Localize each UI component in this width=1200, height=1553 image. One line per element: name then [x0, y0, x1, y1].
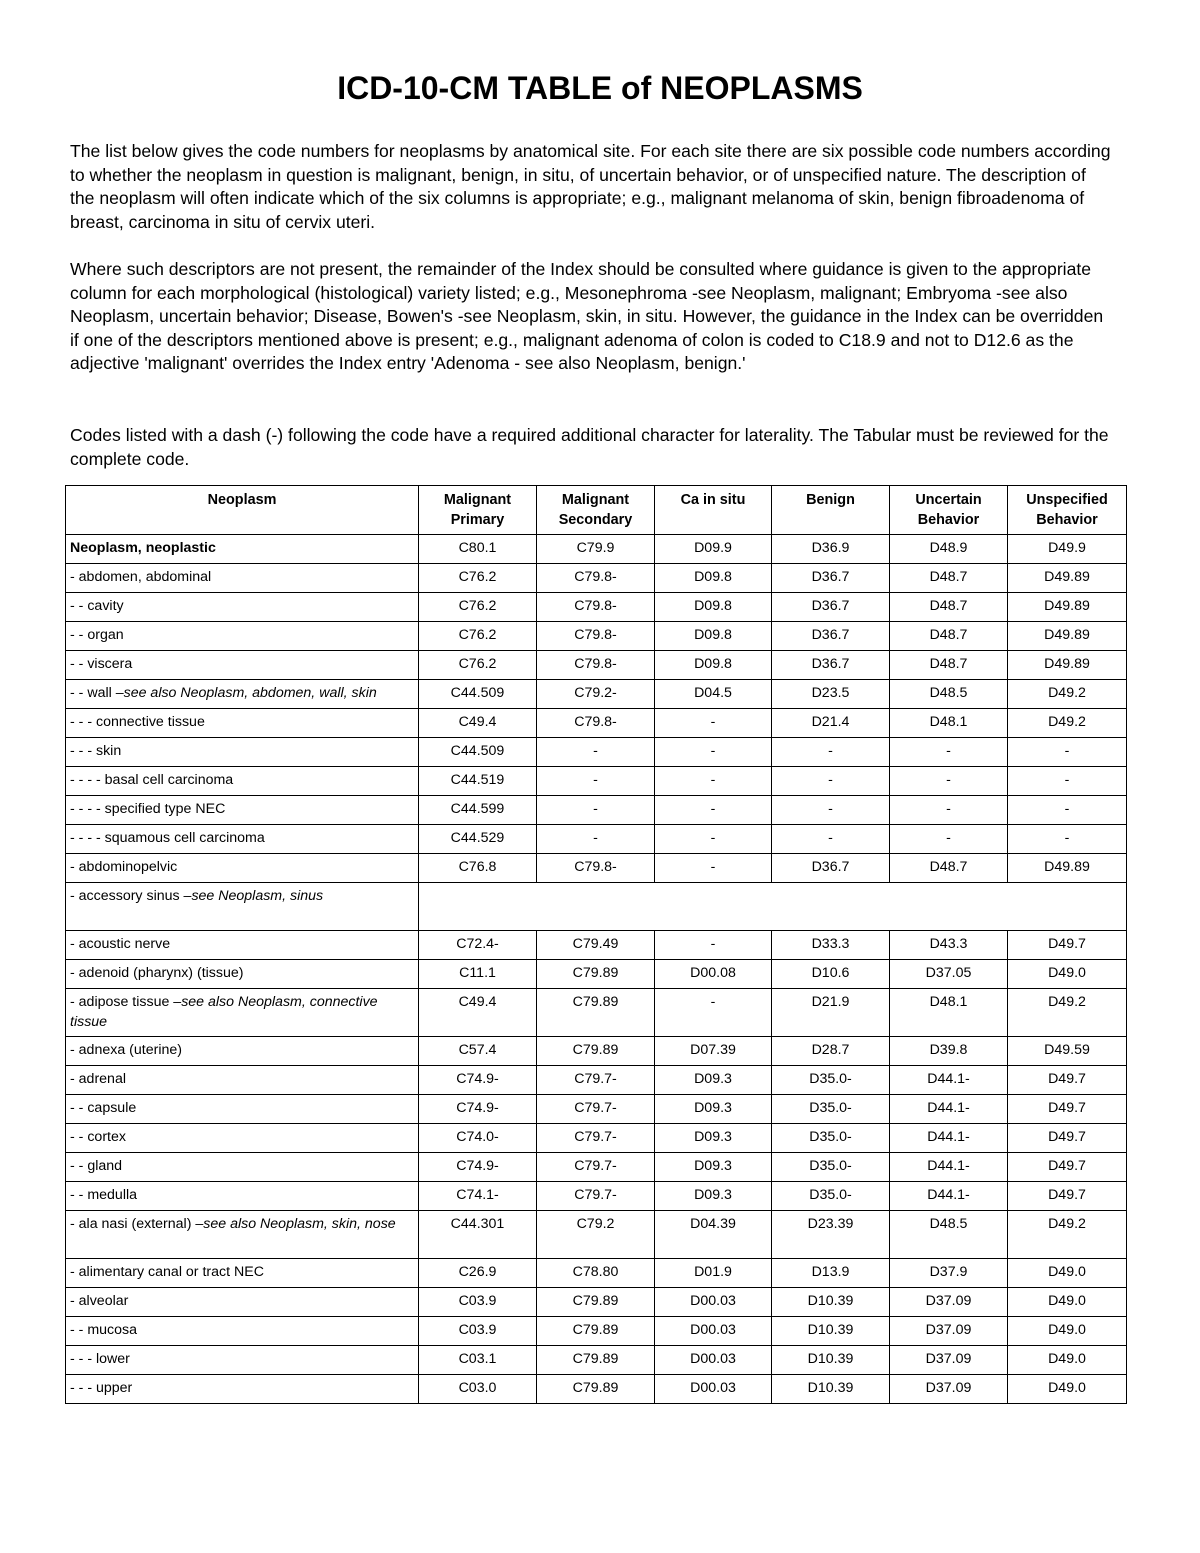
site-cell	[66, 989, 419, 1037]
code-cell: D49.0	[1008, 1288, 1127, 1317]
code-cell: C57.4	[419, 1037, 537, 1066]
code-cell: C74.9-	[419, 1095, 537, 1124]
code-cell: D43.3	[890, 931, 1008, 960]
site-label: - adrenal	[70, 1071, 126, 1087]
code-cell: D44.1-	[890, 1095, 1008, 1124]
table-row	[66, 1259, 1127, 1288]
code-cell: -	[655, 854, 772, 883]
code-cell: C79.89	[537, 1346, 655, 1375]
table-row	[66, 989, 1127, 1037]
code-cell: C79.49	[537, 931, 655, 960]
code-cell: C49.4	[419, 709, 537, 738]
site-label: - adenoid (pharynx) (tissue)	[70, 965, 244, 981]
site-cell	[66, 651, 419, 680]
code-cell: C80.1	[419, 535, 537, 564]
table-row	[66, 931, 1127, 960]
code-cell: C11.1	[419, 960, 537, 989]
table-row	[66, 1288, 1127, 1317]
code-cell: C44.529	[419, 825, 537, 854]
table-row	[66, 1095, 1127, 1124]
code-cell: C74.9-	[419, 1153, 537, 1182]
code-cell: C79.8-	[537, 854, 655, 883]
code-cell: C76.8	[419, 854, 537, 883]
table-row	[66, 960, 1127, 989]
code-cell: D00.03	[655, 1375, 772, 1404]
code-cell: D48.7	[890, 854, 1008, 883]
code-cell: -	[655, 989, 772, 1037]
code-cell: D49.0	[1008, 1375, 1127, 1404]
code-cell: D36.7	[772, 564, 890, 593]
site-label: - adnexa (uterine)	[70, 1042, 182, 1058]
site-label: - - cortex	[70, 1129, 126, 1145]
neoplasm-table	[65, 485, 1127, 1404]
site-label: - - capsule	[70, 1100, 137, 1116]
code-cell: -	[1008, 767, 1127, 796]
code-cell: D44.1-	[890, 1153, 1008, 1182]
code-cell: D23.5	[772, 680, 890, 709]
code-cell: C79.8-	[537, 622, 655, 651]
table-row	[66, 738, 1127, 767]
code-cell: C03.1	[419, 1346, 537, 1375]
code-cell: C79.7-	[537, 1153, 655, 1182]
code-cell: C49.4	[419, 989, 537, 1037]
code-cell: -	[537, 825, 655, 854]
code-cell: D48.1	[890, 989, 1008, 1037]
code-cell: C44.509	[419, 738, 537, 767]
site-cell	[66, 1037, 419, 1066]
site-label: - - organ	[70, 627, 124, 643]
table-row	[66, 1124, 1127, 1153]
site-cell	[66, 564, 419, 593]
code-cell: C79.8-	[537, 709, 655, 738]
site-label: - - mucosa	[70, 1322, 138, 1338]
code-cell: D36.9	[772, 535, 890, 564]
code-cell: D48.7	[890, 564, 1008, 593]
code-cell: D48.7	[890, 593, 1008, 622]
table-row	[66, 564, 1127, 593]
site-cell	[66, 854, 419, 883]
header-unspecified-behavior: Unspecified Behavior	[1008, 486, 1127, 535]
site-label: - - gland	[70, 1158, 123, 1174]
table-row	[66, 622, 1127, 651]
code-cell: D10.39	[772, 1375, 890, 1404]
site-label: - - cavity	[70, 598, 124, 614]
table-row	[66, 854, 1127, 883]
code-cell: D44.1-	[890, 1066, 1008, 1095]
code-cell: -	[655, 825, 772, 854]
code-cell: C03.9	[419, 1317, 537, 1346]
see-reference: see also Neoplasm, skin, nose	[203, 1216, 396, 1232]
site-cell	[66, 1346, 419, 1375]
code-cell: D10.39	[772, 1288, 890, 1317]
site-label: - acoustic nerve	[70, 936, 171, 952]
code-cell: C76.2	[419, 622, 537, 651]
site-cell	[66, 738, 419, 767]
code-cell: C79.7-	[537, 1124, 655, 1153]
site-label: - adipose tissue –	[70, 994, 182, 1010]
laterality-paragraph: Codes listed with a dash (-) following the code have a required additional character for laterality. The Tabular must be reviewed for the complete code.	[70, 425, 1109, 469]
table-row	[66, 1182, 1127, 1211]
code-cell: D49.7	[1008, 1182, 1127, 1211]
code-cell: D04.39	[655, 1211, 772, 1259]
code-cell: D36.7	[772, 593, 890, 622]
code-cell: C79.8-	[537, 564, 655, 593]
header-ca-in-situ: Ca in situ	[655, 486, 772, 535]
code-cell: D37.05	[890, 960, 1008, 989]
code-cell: D09.8	[655, 593, 772, 622]
site-label: - alimentary canal or tract NEC	[70, 1264, 264, 1280]
code-cell: D36.7	[772, 854, 890, 883]
code-cell: D49.89	[1008, 622, 1127, 651]
table-header-row	[66, 486, 1127, 535]
site-cell	[66, 1288, 419, 1317]
code-cell: C79.89	[537, 1288, 655, 1317]
table-row	[66, 825, 1127, 854]
site-label: - abdomen, abdominal	[70, 569, 212, 585]
table-row	[66, 1375, 1127, 1404]
site-cell	[66, 883, 419, 931]
code-cell: -	[772, 796, 890, 825]
code-cell: D28.7	[772, 1037, 890, 1066]
code-cell: D01.9	[655, 1259, 772, 1288]
site-label: - ala nasi (external) –	[70, 1216, 204, 1232]
code-cell: C79.8-	[537, 651, 655, 680]
site-cell	[66, 767, 419, 796]
code-cell: D09.3	[655, 1095, 772, 1124]
site-cell	[66, 593, 419, 622]
site-label: - - - connective tissue	[70, 714, 205, 730]
code-cell: D49.9	[1008, 535, 1127, 564]
code-cell: C44.301	[419, 1211, 537, 1259]
code-cell: D49.89	[1008, 854, 1127, 883]
code-cell: -	[1008, 738, 1127, 767]
site-cell	[66, 680, 419, 709]
table-row	[66, 1037, 1127, 1066]
code-cell: D36.7	[772, 622, 890, 651]
code-cell: D49.2	[1008, 1211, 1127, 1259]
code-cell: C44.509	[419, 680, 537, 709]
table-row	[66, 593, 1127, 622]
code-cell: D48.1	[890, 709, 1008, 738]
code-cell: C72.4-	[419, 931, 537, 960]
code-cell: C44.519	[419, 767, 537, 796]
code-cell: D49.0	[1008, 1317, 1127, 1346]
site-cell	[66, 1066, 419, 1095]
code-cell: D44.1-	[890, 1182, 1008, 1211]
site-cell	[66, 1124, 419, 1153]
code-cell: D35.0-	[772, 1124, 890, 1153]
code-cell: D48.9	[890, 535, 1008, 564]
site-cell	[66, 960, 419, 989]
code-cell: D21.9	[772, 989, 890, 1037]
code-cell: -	[772, 825, 890, 854]
code-cell: D49.7	[1008, 1095, 1127, 1124]
code-cell: C03.9	[419, 1288, 537, 1317]
code-cell: C79.2	[537, 1211, 655, 1259]
code-cell: C79.89	[537, 989, 655, 1037]
code-cell: -	[537, 738, 655, 767]
code-cell: D49.2	[1008, 989, 1127, 1037]
guidance-paragraph: Where such descriptors are not present, the remainder of the Index should be consulted where guidance is given to the appropriate column for each morphological (histological) variety listed; e.g., Mesonephroma -see Neoplasm, malignant; Embryoma -see also Neoplasm, uncertain behavior; Disease, Bowen's -see Neoplasm, skin, in situ. However, the guidance in the Index can be overridden if one of the descriptors mentioned above is present; e.g., malignant adenoma of colon is coded to C18.9 and not to D12.6 as the adjective 'malignant' overrides the Index entry 'Adenoma - see also Neoplasm, benign.'	[70, 259, 1104, 373]
site-cell	[66, 931, 419, 960]
code-cell: D00.08	[655, 960, 772, 989]
code-cell: -	[772, 738, 890, 767]
code-cell: D37.09	[890, 1288, 1008, 1317]
code-cell: C74.0-	[419, 1124, 537, 1153]
code-cell: C74.9-	[419, 1066, 537, 1095]
site-cell	[66, 796, 419, 825]
site-label: - alveolar	[70, 1293, 129, 1309]
code-cell: -	[655, 738, 772, 767]
code-cell: D09.3	[655, 1124, 772, 1153]
header-neoplasm: Neoplasm	[66, 486, 419, 535]
code-cell: D49.0	[1008, 1259, 1127, 1288]
code-cell: -	[537, 767, 655, 796]
site-label: - - medulla	[70, 1187, 138, 1203]
code-cell: D13.9	[772, 1259, 890, 1288]
table-row	[66, 767, 1127, 796]
code-cell: D09.8	[655, 564, 772, 593]
code-cell: D09.8	[655, 622, 772, 651]
site-cell	[66, 825, 419, 854]
code-cell: D37.09	[890, 1375, 1008, 1404]
code-cell: D37.09	[890, 1317, 1008, 1346]
header-malignant-secondary: Malignant Secondary	[537, 486, 655, 535]
site-cell	[66, 622, 419, 651]
code-cell: -	[890, 796, 1008, 825]
table-row	[66, 1211, 1127, 1259]
code-cell: D49.2	[1008, 709, 1127, 738]
code-cell: C78.80	[537, 1259, 655, 1288]
header-uncertain-behavior: Uncertain Behavior	[890, 486, 1008, 535]
site-label: - abdominopelvic	[70, 859, 178, 875]
table-row	[66, 1346, 1127, 1375]
site-cell	[66, 1095, 419, 1124]
code-cell: C79.7-	[537, 1182, 655, 1211]
code-cell: D09.9	[655, 535, 772, 564]
code-cell: C79.89	[537, 1317, 655, 1346]
code-cell: D49.89	[1008, 564, 1127, 593]
site-cell	[66, 709, 419, 738]
site-cell	[66, 1211, 419, 1259]
site-label: - - - lower	[70, 1351, 130, 1367]
code-cell: D35.0-	[772, 1095, 890, 1124]
table-row	[66, 1317, 1127, 1346]
see-reference: see also Neoplasm, abdomen, wall, skin	[123, 685, 377, 701]
code-cell: D48.7	[890, 651, 1008, 680]
site-label: - - - - basal cell carcinoma	[70, 772, 234, 788]
code-cell: D49.7	[1008, 931, 1127, 960]
code-cell: D49.7	[1008, 1066, 1127, 1095]
code-cell: -	[1008, 796, 1127, 825]
code-cell: C79.8-	[537, 593, 655, 622]
code-cell: C76.2	[419, 593, 537, 622]
site-label: - - - upper	[70, 1380, 133, 1396]
code-cell: C79.7-	[537, 1095, 655, 1124]
code-cell: -	[537, 796, 655, 825]
code-cell: D09.8	[655, 651, 772, 680]
code-cell: D49.2	[1008, 680, 1127, 709]
table-row	[66, 1066, 1127, 1095]
site-label: - - - - specified type NEC	[70, 801, 226, 817]
merged-empty-cell	[419, 883, 1127, 931]
code-cell: -	[1008, 825, 1127, 854]
see-reference: see Neoplasm, sinus	[191, 888, 324, 904]
code-cell: D49.89	[1008, 651, 1127, 680]
page-title: ICD-10-CM TABLE of NEOPLASMS	[337, 70, 863, 106]
code-cell: D48.5	[890, 1211, 1008, 1259]
table-row	[66, 709, 1127, 738]
code-cell: D48.7	[890, 622, 1008, 651]
table-body	[66, 535, 1127, 1404]
code-cell: D35.0-	[772, 1066, 890, 1095]
code-cell: C79.2-	[537, 680, 655, 709]
site-cell	[66, 1375, 419, 1404]
intro-paragraph: The list below gives the code numbers for neoplasms by anatomical site. For each site there are six possible code numbers according to whether the neoplasm in question is malignant, benign, in situ, of uncertain behavior, or of unspecified nature. The description of the neoplasm will often indicate which of the six columns is appropriate; e.g., malignant melanoma of skin, benign fibroadenoma of breast, carcinoma in situ of cervix uteri.	[70, 141, 1111, 232]
header-malignant-primary: Malignant Primary	[419, 486, 537, 535]
site-label: - - viscera	[70, 656, 133, 672]
code-cell: -	[655, 931, 772, 960]
site-label: Neoplasm, neoplastic	[70, 540, 216, 556]
code-cell: C76.2	[419, 564, 537, 593]
code-cell: D10.39	[772, 1346, 890, 1375]
site-cell	[66, 1153, 419, 1182]
site-cell	[66, 1182, 419, 1211]
code-cell: C79.89	[537, 1037, 655, 1066]
code-cell: -	[655, 767, 772, 796]
code-cell: -	[890, 767, 1008, 796]
code-cell: D35.0-	[772, 1153, 890, 1182]
site-cell	[66, 1259, 419, 1288]
site-cell	[66, 1317, 419, 1346]
code-cell: D39.8	[890, 1037, 1008, 1066]
code-cell: D00.03	[655, 1317, 772, 1346]
site-label: - accessory sinus –	[70, 888, 192, 904]
code-cell: C03.0	[419, 1375, 537, 1404]
code-cell: D07.39	[655, 1037, 772, 1066]
code-cell: C79.89	[537, 1375, 655, 1404]
code-cell: D36.7	[772, 651, 890, 680]
code-cell: D37.9	[890, 1259, 1008, 1288]
code-cell: D49.0	[1008, 960, 1127, 989]
site-cell	[66, 535, 419, 564]
see-reference: see also Neoplasm, connective tissue	[70, 994, 378, 1030]
code-cell: D23.39	[772, 1211, 890, 1259]
table-row	[66, 651, 1127, 680]
code-cell: C79.7-	[537, 1066, 655, 1095]
code-cell: C26.9	[419, 1259, 537, 1288]
code-cell: C74.1-	[419, 1182, 537, 1211]
code-cell: -	[890, 738, 1008, 767]
code-cell: C79.89	[537, 960, 655, 989]
table-row	[66, 535, 1127, 564]
code-cell: D00.03	[655, 1288, 772, 1317]
code-cell: D49.89	[1008, 593, 1127, 622]
code-cell: C79.9	[537, 535, 655, 564]
code-cell: -	[655, 796, 772, 825]
site-label: - - - - squamous cell carcinoma	[70, 830, 265, 846]
code-cell: D49.7	[1008, 1153, 1127, 1182]
table-row	[66, 1153, 1127, 1182]
code-cell: D33.3	[772, 931, 890, 960]
code-cell: D35.0-	[772, 1182, 890, 1211]
code-cell: C76.2	[419, 651, 537, 680]
code-cell: D10.39	[772, 1317, 890, 1346]
code-cell: D04.5	[655, 680, 772, 709]
table-row	[66, 883, 1127, 931]
code-cell: D09.3	[655, 1066, 772, 1095]
code-cell: D00.03	[655, 1346, 772, 1375]
code-cell: D49.59	[1008, 1037, 1127, 1066]
code-cell: D49.0	[1008, 1346, 1127, 1375]
code-cell: -	[772, 767, 890, 796]
code-cell: D21.4	[772, 709, 890, 738]
header-benign: Benign	[772, 486, 890, 535]
code-cell: D49.7	[1008, 1124, 1127, 1153]
code-cell: C44.599	[419, 796, 537, 825]
site-label: - - - skin	[70, 743, 122, 759]
site-label: - - wall –	[70, 685, 124, 701]
table-row	[66, 680, 1127, 709]
code-cell: D44.1-	[890, 1124, 1008, 1153]
code-cell: D37.09	[890, 1346, 1008, 1375]
code-cell: D09.3	[655, 1182, 772, 1211]
code-cell: D10.6	[772, 960, 890, 989]
code-cell: -	[890, 825, 1008, 854]
table-row	[66, 796, 1127, 825]
code-cell: D48.5	[890, 680, 1008, 709]
code-cell: -	[655, 709, 772, 738]
code-cell: D09.3	[655, 1153, 772, 1182]
